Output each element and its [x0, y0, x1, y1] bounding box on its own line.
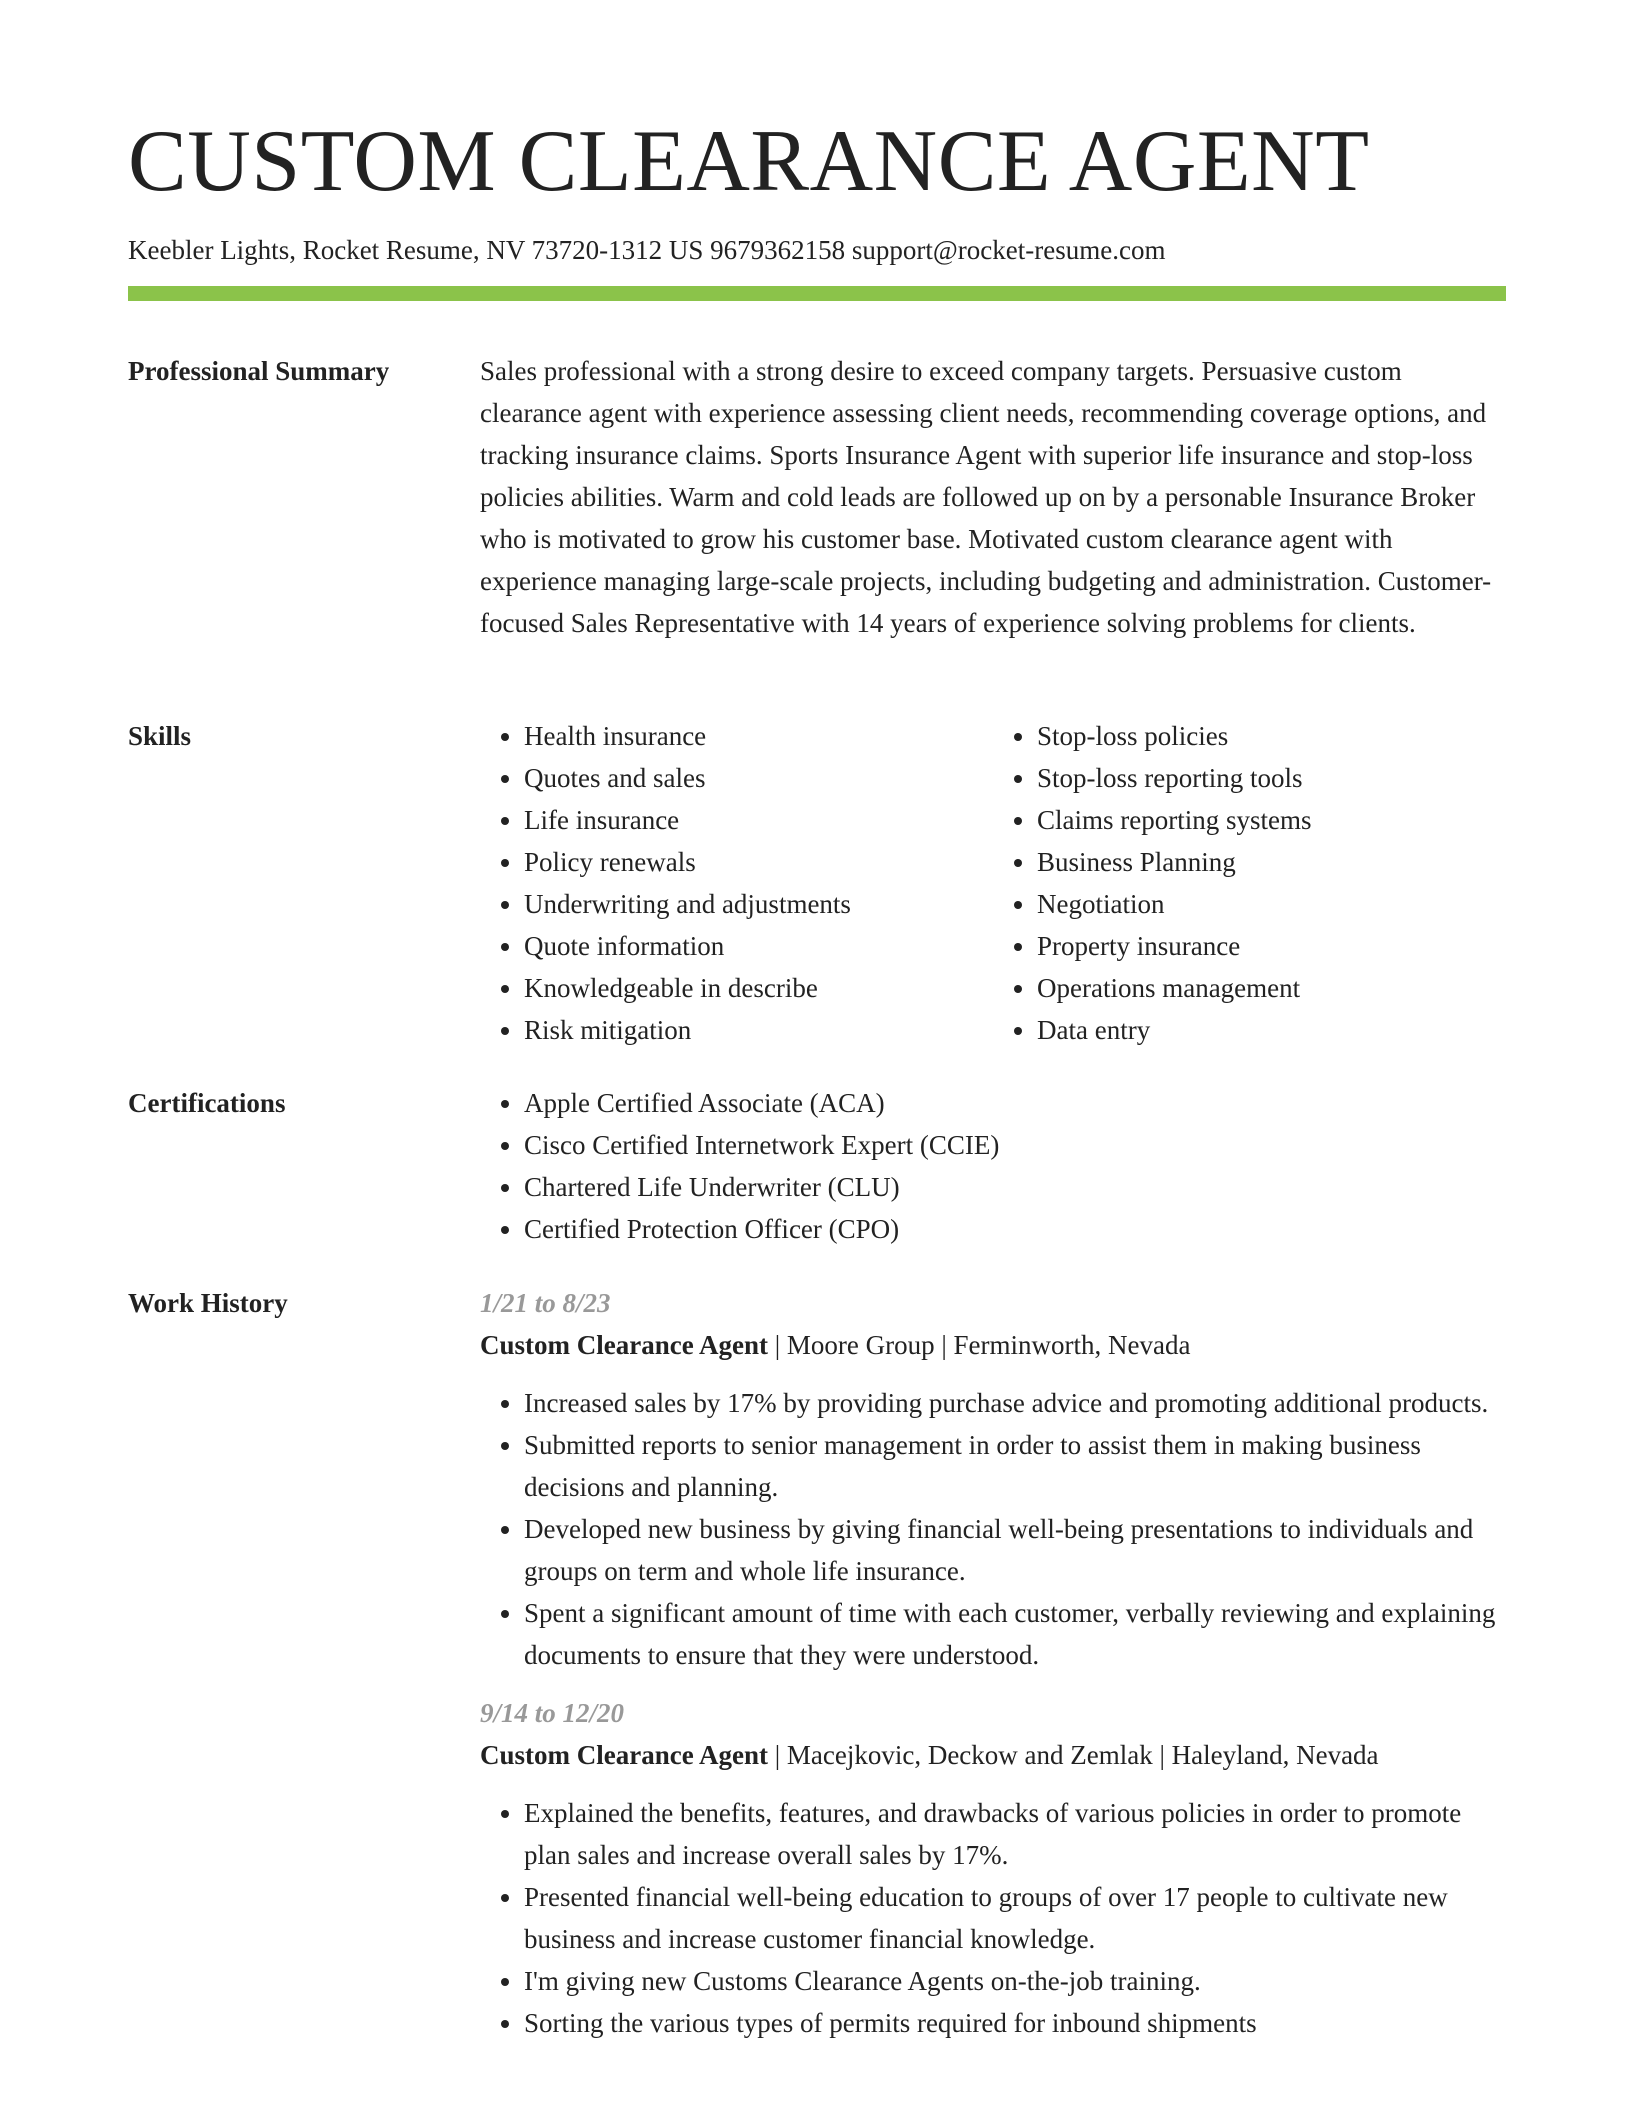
skills-list-left	[480, 715, 993, 1051]
job-entry	[480, 1282, 1506, 1676]
list-item: • Chartered Life Underwriter (CLU)	[524, 1166, 1506, 1208]
list-item: • Underwriting and adjustments	[524, 883, 993, 925]
job-title: Custom Clearance Agent	[480, 1330, 768, 1360]
list-item: • Sorting the various types of permits required for inbound shipments	[524, 2002, 1506, 2044]
list-item: • Health insurance	[524, 715, 993, 757]
section-label-certifications: Certifications	[128, 1088, 286, 1118]
list-item: • Apple Certified Associate (ACA)	[524, 1082, 1506, 1124]
list-item: • Policy renewals	[524, 841, 993, 883]
job-entry	[480, 1692, 1506, 2044]
list-item: • Quote information	[524, 925, 993, 967]
certifications-list	[480, 1082, 1506, 1250]
list-item: • Presented financial well-being education to groups of over 17 people to cultivate new business and increase customer financial knowledge.	[524, 1876, 1506, 1960]
job-title: Custom Clearance Agent	[480, 1740, 768, 1770]
job-dates: 1/21 to 8/23	[480, 1288, 611, 1318]
list-item: • Risk mitigation	[524, 1009, 993, 1051]
list-item: • Negotiation	[1037, 883, 1506, 925]
list-item: • Property insurance	[1037, 925, 1506, 967]
section-label-work-history: Work History	[128, 1288, 288, 1318]
list-item: • Claims reporting systems	[1037, 799, 1506, 841]
list-item: • Business Planning	[1037, 841, 1506, 883]
summary-text: Sales professional with a strong desire to exceed company targets. Persuasive custom clearance agent with experience assessing client needs, recommending coverage options, and tracking insurance claims. Sports Insurance Agent with superior life insurance and stop-loss policies abilities. Warm and cold leads are followed up on by a personable Insurance Broker who is motivated to grow his customer base. Motivated custom clearance agent with experience managing large-scale projects, including budgeting and administration. Customer-focused Sales Representative with 14 years of experience solving problems for clients.	[480, 356, 1492, 638]
list-item: • Data entry	[1037, 1009, 1506, 1051]
job-dates: 9/14 to 12/20	[480, 1698, 625, 1728]
resume-title: CUSTOM CLEARANCE AGENT	[128, 113, 1370, 210]
list-item: • Knowledgeable in describe	[524, 967, 993, 1009]
header-divider	[128, 286, 1506, 301]
job-heading	[480, 1324, 1506, 1366]
list-item: • Submitted reports to senior management in order to assist them in making business decisions and planning.	[524, 1424, 1506, 1508]
list-item: • Spent a significant amount of time with each customer, verbally reviewing and explaining documents to ensure that they were understood.	[524, 1592, 1506, 1676]
skills-list-right	[993, 715, 1506, 1051]
list-item: • Cisco Certified Internetwork Expert (CCIE)	[524, 1124, 1506, 1166]
list-item: • Certified Protection Officer (CPO)	[524, 1208, 1506, 1250]
list-item: • Life insurance	[524, 799, 993, 841]
list-item: • Explained the benefits, features, and drawbacks of various policies in order to promote plan sales and increase overall sales by 17%.	[524, 1792, 1506, 1876]
list-item: • Stop-loss reporting tools	[1037, 757, 1506, 799]
list-item: • Quotes and sales	[524, 757, 993, 799]
list-item: • Stop-loss policies	[1037, 715, 1506, 757]
section-label-summary: Professional Summary	[128, 356, 390, 386]
job-bullets	[480, 1792, 1506, 2044]
section-label-skills: Skills	[128, 721, 192, 751]
job-heading	[480, 1734, 1506, 1776]
list-item: • I'm giving new Customs Clearance Agents on-the-job training.	[524, 1960, 1506, 2002]
job-details: | Macejkovic, Deckow and Zemlak | Haleyland, Nevada	[767, 1740, 1379, 1770]
contact-line: Keebler Lights, Rocket Resume, NV 73720-1312 US 9679362158 support@rocket-resume.com	[128, 235, 1166, 265]
list-item: • Developed new business by giving financial well-being presentations to individuals and groups on term and whole life insurance.	[524, 1508, 1506, 1592]
job-details: | Moore Group | Ferminworth, Nevada	[767, 1330, 1191, 1360]
list-item: • Operations management	[1037, 967, 1506, 1009]
job-bullets	[480, 1382, 1506, 1676]
list-item: • Increased sales by 17% by providing purchase advice and promoting additional products.	[524, 1382, 1506, 1424]
